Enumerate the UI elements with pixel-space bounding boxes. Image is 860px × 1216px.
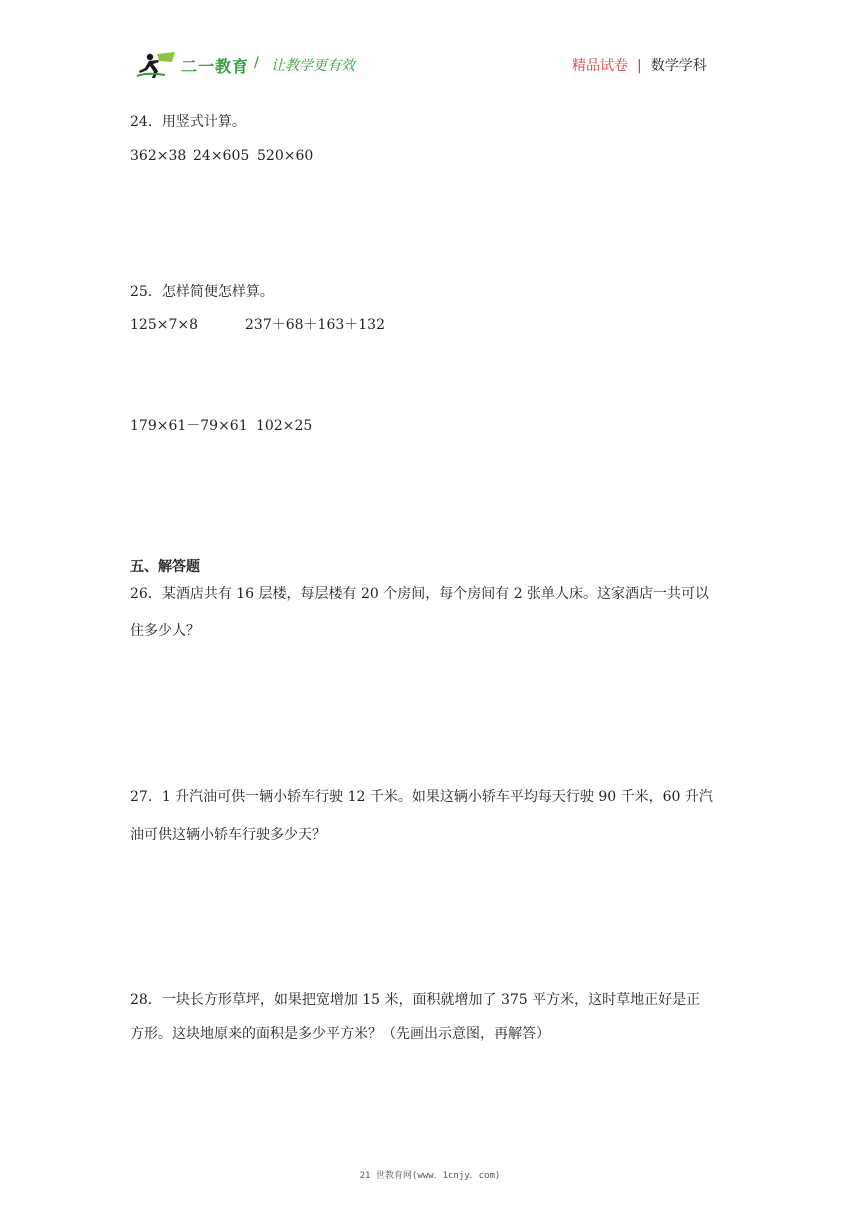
header-slogan: 让教学更有效 — [271, 58, 355, 74]
q28-line: 方形。这块地原来的面积是多少平方米？（先画出示意图，再解答） — [130, 1026, 550, 1042]
header-slash: / — [254, 55, 259, 71]
q25-item: 179×61－79×61 — [130, 418, 248, 434]
q27-line: 27．1 升汽油可供一辆小轿车行驶 12 千米。如果这辆小轿车平均每天行驶 90 千米，60 升汽 — [130, 789, 713, 805]
q26-line: 住多少人？ — [130, 623, 200, 639]
logo-text: 二一教育 — [181, 56, 250, 76]
runner-logo-icon — [135, 51, 179, 79]
section-title: 五、解答题 — [130, 559, 200, 575]
subject-label: 数学学科 — [650, 58, 707, 74]
q25-item: 102×25 — [256, 418, 313, 434]
q28-line: 28．一块长方形草坪，如果把宽增加 15 米，面积就增加了 375 平方米，这时草地正好是正 — [130, 992, 701, 1008]
q24-title: 24．用竖式计算。 — [130, 114, 246, 130]
q26-line: 26．某酒店共有 16 层楼，每层楼有 20 个房间，每个房间有 2 张单人床。这家酒店一共可以 — [130, 586, 710, 602]
q25-item: 125×7×8 — [130, 317, 198, 333]
quality-label: 精品试卷 — [572, 58, 628, 74]
q25-title: 25．怎样简便怎样算。 — [130, 284, 274, 300]
logo — [135, 50, 249, 80]
header-right — [572, 55, 707, 75]
q25-item: 237＋68＋163＋132 — [245, 317, 385, 333]
q24-item: 520×60 — [257, 148, 314, 164]
page-header — [0, 0, 860, 90]
q24-item: 24×605 — [193, 148, 250, 164]
q27-line: 油可供这辆小轿车行驶多少天？ — [130, 827, 326, 843]
header-divider: | — [637, 58, 642, 74]
q24-item: 362×38 — [130, 148, 187, 164]
page-footer: 21 世教育网(www．1cnjy．com) — [359, 1171, 501, 1181]
